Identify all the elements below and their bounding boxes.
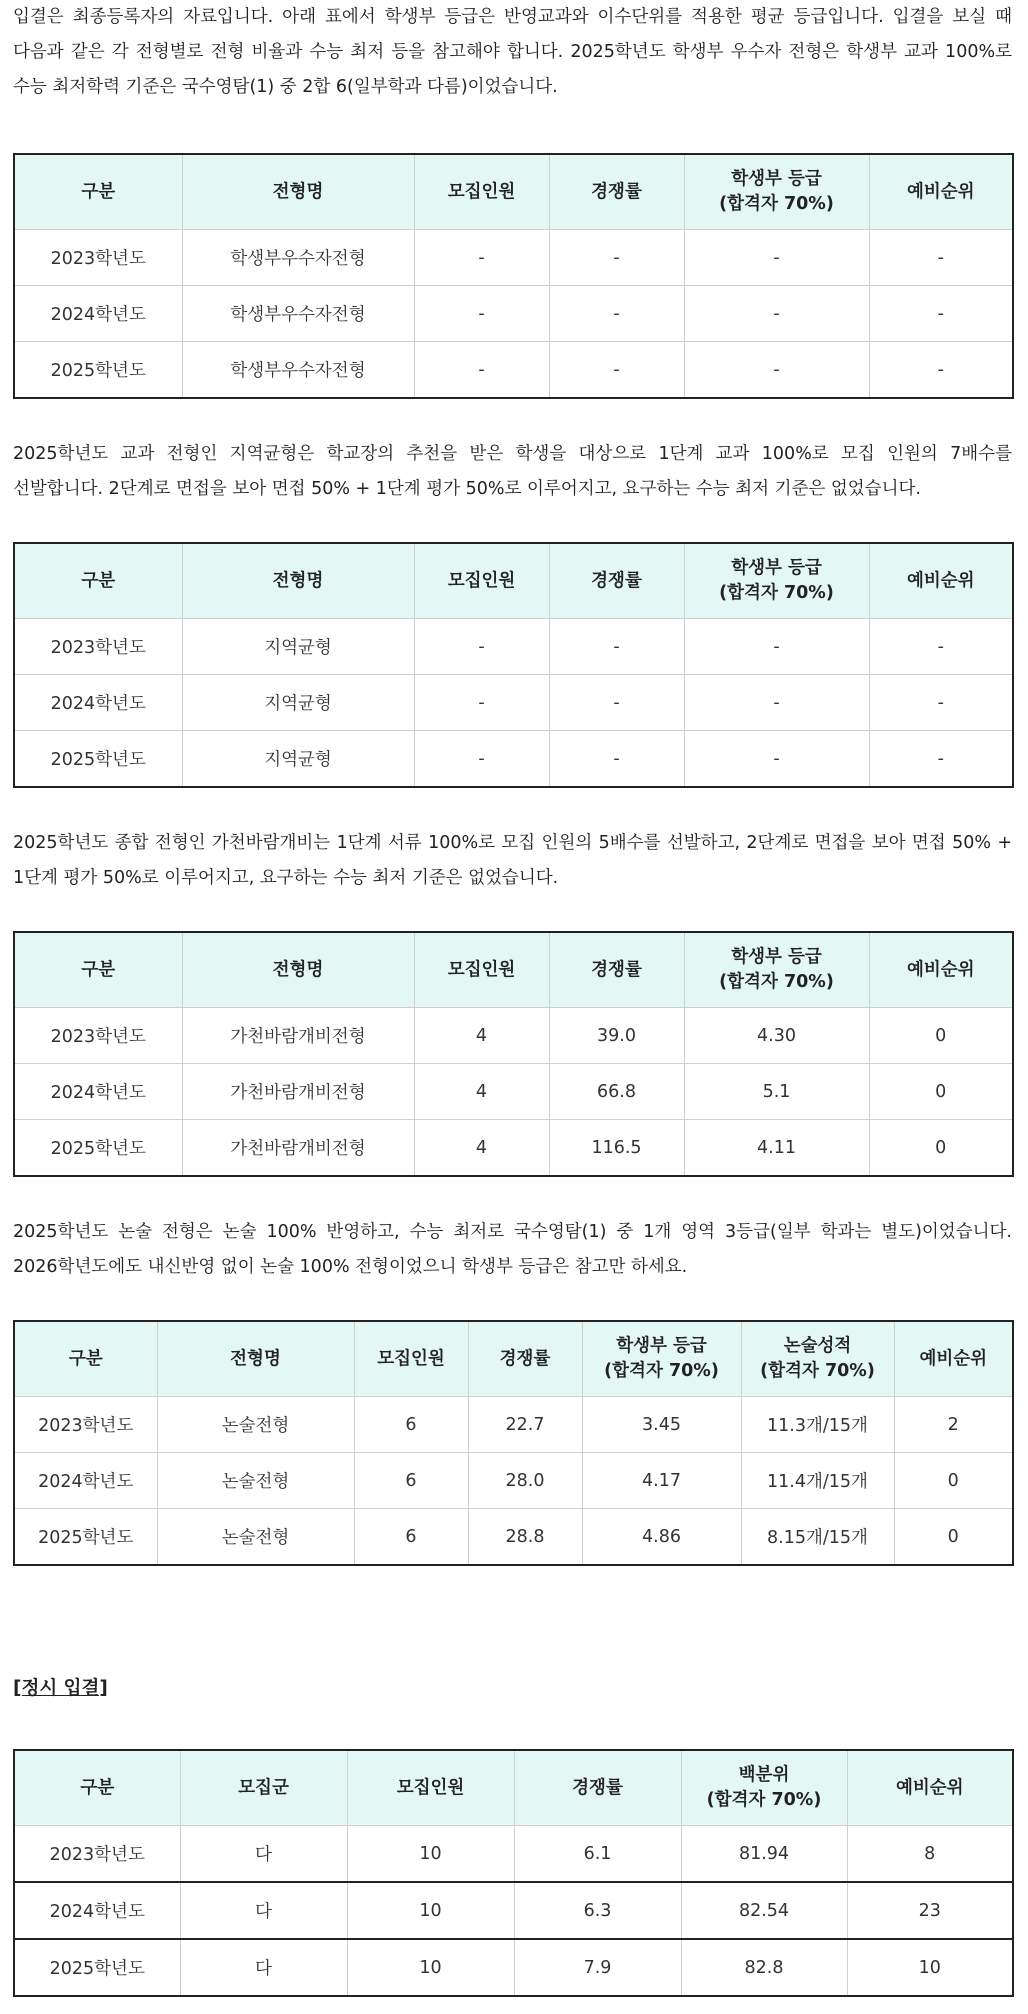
cell-competition: 116.5	[549, 1120, 684, 1177]
header-quota: 모집인원	[414, 932, 549, 1008]
cell-competition: -	[549, 286, 684, 342]
header-admission-type: 전형명	[157, 1321, 354, 1397]
cell-competition: -	[549, 230, 684, 286]
header-competition: 경쟁률	[514, 1750, 681, 1826]
essay-table	[13, 1320, 1014, 1566]
cell-group: 다	[180, 1939, 347, 1996]
header-percentile	[681, 1750, 847, 1826]
cell-waitlist: -	[869, 731, 1013, 788]
header-category: 구분	[14, 543, 182, 619]
cell-year: 2024학년도	[14, 1882, 180, 1939]
cell-quota: 6	[354, 1509, 468, 1566]
table-header-row	[14, 543, 1013, 619]
cell-waitlist: 0	[869, 1064, 1013, 1120]
cell-quota: 4	[414, 1008, 549, 1064]
cell-essay-score: 11.4개/15개	[741, 1453, 894, 1509]
cell-competition: 28.0	[468, 1453, 582, 1509]
cell-year: 2024학년도	[14, 286, 182, 342]
cell-quota: 10	[347, 1882, 514, 1939]
header-quota: 모집인원	[414, 543, 549, 619]
cell-admission-type: 논술전형	[157, 1397, 354, 1453]
essay-paragraph: 2025학년도 논술 전형은 논술 100% 반영하고, 수능 최저로 국수영탐(1) 중 1개 영역 3등급(일부 학과는 별도)이었습니다. 2026학년도에도 내신반영 없이 논술 100% 전형이었으니 학생부 등급은 참고만 하세요.	[13, 1222, 1012, 1277]
cell-year: 2025학년도	[14, 1939, 180, 1996]
header-grade	[684, 932, 869, 1008]
cell-year: 2024학년도	[14, 1064, 182, 1120]
cell-admission-type: 지역균형	[182, 731, 414, 788]
table-row	[14, 342, 1013, 399]
cell-waitlist: 8	[847, 1826, 1013, 1883]
cell-quota: -	[414, 731, 549, 788]
cell-admission-type: 지역균형	[182, 675, 414, 731]
cell-quota: -	[414, 342, 549, 399]
cell-admission-type: 논술전형	[157, 1453, 354, 1509]
header-grade	[684, 543, 869, 619]
table-row	[14, 286, 1013, 342]
table-row	[14, 731, 1013, 788]
cell-year: 2025학년도	[14, 1509, 157, 1566]
cell-grade: 4.86	[582, 1509, 741, 1566]
header-admission-type: 전형명	[182, 932, 414, 1008]
header-percentile-line1: 백분위	[738, 1765, 790, 1785]
header-competition: 경쟁률	[549, 543, 684, 619]
cell-admission-type: 가천바람개비전형	[182, 1064, 414, 1120]
header-quota: 모집인원	[354, 1321, 468, 1397]
cell-year: 2025학년도	[14, 342, 182, 399]
cell-competition: -	[549, 619, 684, 675]
header-grade-line2: (합격자 70%)	[604, 1361, 719, 1381]
header-group: 모집군	[180, 1750, 347, 1826]
cell-year: 2025학년도	[14, 1120, 182, 1177]
cell-grade: 5.1	[684, 1064, 869, 1120]
cell-admission-type: 논술전형	[157, 1509, 354, 1566]
cell-grade: 3.45	[582, 1397, 741, 1453]
gachon-barami-paragraph: 2025학년도 종합 전형인 가천바람개비는 1단계 서류 100%로 모집 인원의 5배수를 선발하고, 2단계로 면접을 보아 면접 50% + 1단계 평가 50%로 이루어지고, 요구하는 수능 최저 기준은 없었습니다.	[13, 833, 1012, 888]
cell-grade: 4.30	[684, 1008, 869, 1064]
cell-grade: -	[684, 675, 869, 731]
cell-admission-type: 학생부우수자전형	[182, 230, 414, 286]
cell-quota: 4	[414, 1064, 549, 1120]
cell-waitlist: 0	[869, 1008, 1013, 1064]
cell-year: 2023학년도	[14, 1008, 182, 1064]
cell-year: 2023학년도	[14, 230, 182, 286]
header-competition: 경쟁률	[549, 154, 684, 230]
cell-competition: 6.1	[514, 1826, 681, 1883]
table-header-row	[14, 1750, 1013, 1826]
gachon-barami-table	[13, 931, 1014, 1177]
header-grade-line1: 학생부 등급	[616, 1336, 707, 1356]
cell-competition: -	[549, 342, 684, 399]
cell-grade: -	[684, 619, 869, 675]
cell-quota: 10	[347, 1826, 514, 1883]
table-row	[14, 1453, 1013, 1509]
header-waitlist: 예비순위	[869, 154, 1013, 230]
table-row	[14, 1509, 1013, 1566]
cell-waitlist: -	[869, 342, 1013, 399]
header-essay-score	[741, 1321, 894, 1397]
table-row	[14, 1397, 1013, 1453]
cell-competition: 22.7	[468, 1397, 582, 1453]
header-grade	[684, 154, 869, 230]
cell-waitlist: -	[869, 619, 1013, 675]
table-row	[14, 675, 1013, 731]
header-competition: 경쟁률	[549, 932, 684, 1008]
header-category: 구분	[14, 154, 182, 230]
cell-waitlist: -	[869, 675, 1013, 731]
cell-waitlist: 23	[847, 1882, 1013, 1939]
cell-year: 2024학년도	[14, 1453, 157, 1509]
intro-paragraph: 입결은 최종등록자의 자료입니다. 아래 표에서 학생부 등급은 반영교과와 이수단위를 적용한 평균 등급입니다. 입결을 보실 때 다음과 같은 각 전형별로 전형 비율과 수능 최저 등을 참고해야 합니다. 2025학년도 학생부 우수자 전형은 학생부 교과 100%로 수능 최저학력 기준은 국수영탐(1) 중 2합 6(일부학과 다름)이었습니다.	[13, 7, 1012, 97]
cell-waitlist: -	[869, 286, 1013, 342]
table-row	[14, 619, 1013, 675]
regional-balance-table	[13, 542, 1014, 788]
cell-grade: 4.17	[582, 1453, 741, 1509]
cell-admission-type: 학생부우수자전형	[182, 286, 414, 342]
header-admission-type: 전형명	[182, 154, 414, 230]
table-header-row	[14, 1321, 1013, 1397]
table-row	[14, 1008, 1013, 1064]
header-grade-line1: 학생부 등급	[731, 947, 822, 967]
header-category: 구분	[14, 932, 182, 1008]
cell-grade: -	[684, 230, 869, 286]
table-row	[14, 1939, 1013, 1996]
cell-admission-type: 가천바람개비전형	[182, 1008, 414, 1064]
cell-essay-score: 11.3개/15개	[741, 1397, 894, 1453]
cell-quota: 10	[347, 1939, 514, 1996]
cell-quota: 6	[354, 1453, 468, 1509]
header-quota: 모집인원	[347, 1750, 514, 1826]
cell-waitlist: 2	[894, 1397, 1013, 1453]
header-grade	[582, 1321, 741, 1397]
header-grade-line1: 학생부 등급	[731, 558, 822, 578]
header-waitlist: 예비순위	[869, 543, 1013, 619]
regular-admission-heading: [정시 입결]	[13, 1678, 108, 1699]
header-essay-line1: 논술성적	[783, 1336, 852, 1356]
cell-grade: -	[684, 342, 869, 399]
cell-grade: -	[684, 731, 869, 788]
header-waitlist: 예비순위	[847, 1750, 1013, 1826]
cell-grade: 4.11	[684, 1120, 869, 1177]
cell-competition: 28.8	[468, 1509, 582, 1566]
susi-student-record-table	[13, 153, 1014, 399]
cell-quota: -	[414, 286, 549, 342]
cell-year: 2023학년도	[14, 619, 182, 675]
cell-admission-type: 지역균형	[182, 619, 414, 675]
header-category: 구분	[14, 1750, 180, 1826]
header-waitlist: 예비순위	[894, 1321, 1013, 1397]
cell-quota: 4	[414, 1120, 549, 1177]
cell-quota: 6	[354, 1397, 468, 1453]
cell-grade: -	[684, 286, 869, 342]
header-grade-line2: (합격자 70%)	[719, 972, 834, 992]
header-grade-line2: (합격자 70%)	[719, 194, 834, 214]
cell-waitlist: 0	[894, 1509, 1013, 1566]
cell-group: 다	[180, 1826, 347, 1883]
cell-competition: -	[549, 731, 684, 788]
cell-waitlist: 0	[894, 1453, 1013, 1509]
table-row	[14, 1882, 1013, 1939]
regional-balance-paragraph: 2025학년도 교과 전형인 지역균형은 학교장의 추천을 받은 학생을 대상으로 1단계 교과 100%로 모집 인원의 7배수를 선발합니다. 2단계로 면접을 보아 면접 50% + 1단계 평가 50%로 이루어지고, 요구하는 수능 최저 기준은 없었습니다.	[13, 444, 1012, 499]
cell-quota: -	[414, 619, 549, 675]
cell-waitlist: 10	[847, 1939, 1013, 1996]
cell-quota: -	[414, 230, 549, 286]
cell-admission-type: 가천바람개비전형	[182, 1120, 414, 1177]
header-competition: 경쟁률	[468, 1321, 582, 1397]
cell-competition: -	[549, 675, 684, 731]
table-row	[14, 230, 1013, 286]
regular-admission-table	[13, 1749, 1014, 1997]
cell-competition: 6.3	[514, 1882, 681, 1939]
cell-admission-type: 학생부우수자전형	[182, 342, 414, 399]
table-row	[14, 1826, 1013, 1883]
cell-year: 2023학년도	[14, 1826, 180, 1883]
cell-percentile: 82.8	[681, 1939, 847, 1996]
table-row	[14, 1064, 1013, 1120]
cell-quota: -	[414, 675, 549, 731]
header-quota: 모집인원	[414, 154, 549, 230]
cell-percentile: 81.94	[681, 1826, 847, 1883]
header-percentile-line2: (합격자 70%)	[706, 1790, 822, 1810]
header-waitlist: 예비순위	[869, 932, 1013, 1008]
table-header-row	[14, 154, 1013, 230]
table-row	[14, 1120, 1013, 1177]
cell-competition: 66.8	[549, 1064, 684, 1120]
cell-competition: 7.9	[514, 1939, 681, 1996]
cell-percentile: 82.54	[681, 1882, 847, 1939]
cell-year: 2023학년도	[14, 1397, 157, 1453]
header-admission-type: 전형명	[182, 543, 414, 619]
cell-essay-score: 8.15개/15개	[741, 1509, 894, 1566]
cell-waitlist: 0	[869, 1120, 1013, 1177]
header-grade-line1: 학생부 등급	[731, 169, 822, 189]
header-essay-line2: (합격자 70%)	[760, 1361, 875, 1381]
header-grade-line2: (합격자 70%)	[719, 583, 834, 603]
header-category: 구분	[14, 1321, 157, 1397]
cell-waitlist: -	[869, 230, 1013, 286]
cell-group: 다	[180, 1882, 347, 1939]
table-header-row	[14, 932, 1013, 1008]
cell-competition: 39.0	[549, 1008, 684, 1064]
cell-year: 2025학년도	[14, 731, 182, 788]
cell-year: 2024학년도	[14, 675, 182, 731]
